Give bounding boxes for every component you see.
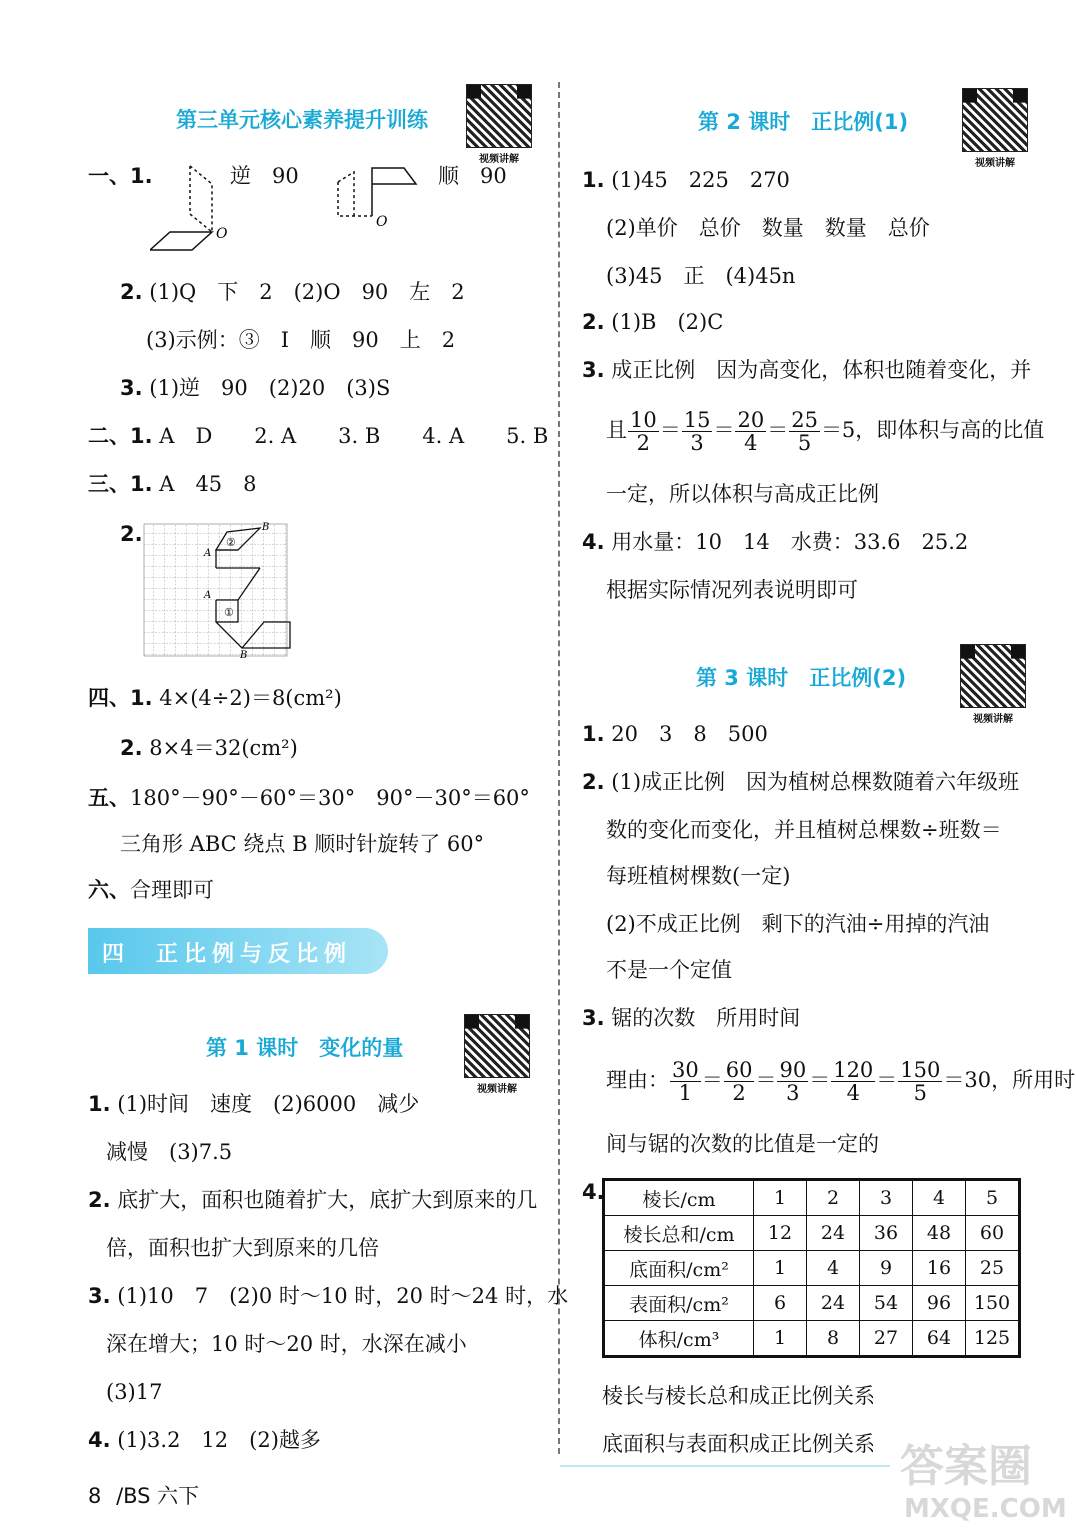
row-header: 棱长总和/cm (604, 1216, 754, 1251)
table-row (604, 1180, 1020, 1216)
row-header: 底面积/cm² (604, 1251, 754, 1286)
page-footer (88, 1480, 199, 1510)
row-header: 表面积/cm² (604, 1286, 754, 1321)
lesson2-title: 第 2 课时 正比例(1) (698, 110, 909, 134)
answer-3-1: 三、1. A 45 8 (88, 472, 257, 496)
qr-code-icon (962, 88, 1028, 152)
lesson2-answer-1a: 1. (1)45 225 270 (582, 168, 790, 192)
lesson1-answer-4: 4. (1)3.2 12 (2)越多 (88, 1428, 321, 1452)
lesson1-answer-3b: 深在增大；10 时～20 时，水深在减小 (106, 1332, 467, 1356)
answer-1-3: 3. (1)逆 90 (2)20 (3)S (120, 376, 391, 400)
lesson3-answer-2d: (2)不成正比例 剩下的汽油÷用掉的汽油 (606, 912, 990, 936)
fraction-chain: $\frac{30}{1}$ ＝ $\frac{60}{2}$ ＝ $\frac{90}{3}$ ＝ $\frac{120}{4}$ ＝ $\frac{150}{5}$ (672, 1058, 941, 1105)
lesson1-answer-1b: 减慢 (3)7.5 (106, 1140, 233, 1164)
lesson3-answer-2e: 不是一个定值 (606, 958, 732, 982)
column-divider (558, 82, 560, 1454)
qr-caption: 视频讲解 (479, 154, 519, 165)
rotation-figure-2 (316, 164, 444, 228)
fraction: $\frac{60}{2}$ (725, 1058, 753, 1105)
table-row (604, 1286, 1020, 1321)
lesson1-answer-2b: 倍，面积也扩大到原来的几倍 (106, 1236, 379, 1260)
svg-text:A: A (204, 548, 212, 559)
unit3-title: 第三单元核心素养提升训练 (176, 108, 428, 132)
lesson3-title: 第 3 课时 正比例(2) (696, 666, 907, 690)
lesson2-answer-3b: 且 $\frac{10}{2}$ ＝ $\frac{15}{3}$ ＝ $\frac{20}{4}$ ＝ $\frac{25}{5}$ ＝5，即体积与高的比值 (606, 408, 1045, 455)
table-cell: 54 (860, 1286, 913, 1321)
table-row (604, 1251, 1020, 1286)
table-row (604, 1321, 1020, 1357)
table-cell: 8 (807, 1321, 860, 1357)
fraction: $\frac{90}{3}$ (779, 1058, 807, 1105)
banner-number: 四 (102, 942, 131, 967)
qr-code[interactable]: 视频讲解 (962, 88, 1028, 169)
answer-3-2-label: 2. (120, 522, 143, 546)
table-cell: 24 (807, 1216, 860, 1251)
qr-code-icon (960, 644, 1026, 708)
table-cell: 1 (754, 1180, 807, 1216)
table-cell: 27 (860, 1321, 913, 1357)
table-cell: 25 (966, 1251, 1020, 1286)
lesson2-answer-3c: 一定，所以体积与高成正比例 (606, 482, 879, 506)
svg-text:B: B (240, 650, 248, 660)
qr-code-icon (464, 1014, 530, 1078)
table-cell: 2 (807, 1180, 860, 1216)
answer-5-b: 三角形 ABC 绕点 B 顺时针旋转了 60° (120, 832, 485, 856)
footer-line (560, 1465, 890, 1467)
table-cell: 1 (754, 1251, 807, 1286)
table-cell: 4 (913, 1180, 966, 1216)
svg-text:②: ② (226, 536, 236, 549)
table-cell: 60 (966, 1216, 1020, 1251)
lesson3-answer-4b: 底面积与表面积成正比例关系 (602, 1432, 875, 1456)
table-cell: 36 (860, 1216, 913, 1251)
lesson2-answer-4b: 根据实际情况列表说明即可 (606, 578, 858, 602)
qr-code-icon (466, 84, 532, 148)
table-cell: 24 (807, 1286, 860, 1321)
edition-label: /BS 六下 (116, 1484, 200, 1508)
fraction: $\frac{15}{3}$ (683, 408, 711, 455)
cube-table (602, 1178, 1021, 1358)
answer-1-2-a: 2. (1)Q 下 2 (2)O 90 左 2 (120, 280, 465, 304)
chapter4-banner (88, 928, 388, 974)
row-header: 棱长/cm (604, 1180, 754, 1216)
lesson2-answer-3a: 3. 成正比例 因为高变化，体积也随着变化，并 (582, 358, 1032, 382)
answer-6: 六、合理即可 (88, 878, 214, 902)
answer-2: 二、1. A D 2. A 3. B 4. A 5. B (88, 424, 549, 448)
lesson3-answer-2a: 2. (1)成正比例 因为植树总棵数随着六年级班 (582, 770, 1020, 794)
lesson1-answer-2a: 2. 底扩大，面积也随着扩大，底扩大到原来的几 (88, 1188, 538, 1212)
lesson3-answer-3a: 3. 锯的次数 所用时间 (582, 1006, 801, 1030)
lesson2-answer-2: 2. (1)B (2)C (582, 310, 724, 334)
svg-text:O: O (376, 214, 388, 228)
answer-4-1: 四、1. 4×(4÷2)＝8(cm²) (88, 686, 342, 710)
lesson3-answer-3b: 理由： $\frac{30}{1}$ ＝ $\frac{60}{2}$ ＝ $\frac{90}{3}$ ＝ $\frac{120}{4}$ ＝ $\frac{150}{5}$ ＝30，所用时 (606, 1058, 1076, 1105)
table-cell: 125 (966, 1321, 1020, 1357)
row-header: 体积/cm³ (604, 1321, 754, 1357)
table-cell: 48 (913, 1216, 966, 1251)
svg-text:①: ① (224, 606, 234, 619)
table-cell: 6 (754, 1286, 807, 1321)
lesson2-answer-4a: 4. 用水量：10 14 水费：33.6 25.2 (582, 530, 969, 554)
lesson3-answer-4-label: 4. (582, 1180, 605, 1204)
table-cell: 5 (966, 1180, 1020, 1216)
qr-code[interactable]: 视频讲解 (464, 1014, 530, 1095)
fraction: $\frac{25}{5}$ (791, 408, 818, 455)
fraction: $\frac{10}{2}$ (630, 408, 657, 455)
banner-title: 正比例与反比例 (156, 942, 353, 967)
watermark-logo: 答案圈 MXQE.COM (900, 1441, 1067, 1524)
page-number: 8 (88, 1484, 102, 1508)
point-o-label: O (216, 226, 228, 242)
fraction: $\frac{150}{5}$ (900, 1058, 941, 1105)
table-cell: 64 (913, 1321, 966, 1357)
svg-text:A: A (204, 590, 212, 601)
answer-1-1-label: 一、1. (88, 164, 153, 188)
qr-code[interactable]: 视频讲解 (960, 644, 1026, 725)
answer-1-2-b: (3)示例：③ I 顺 90 上 2 (146, 328, 456, 352)
lesson3-answer-3c: 间与锯的次数的比值是一定的 (606, 1132, 879, 1156)
svg-text:B: B (262, 522, 270, 533)
lesson3-answer-2c: 每班植树棵数(一定) (606, 864, 791, 888)
table-cell: 3 (860, 1180, 913, 1216)
lesson3-answer-1: 1. 20 3 8 500 (582, 722, 768, 746)
qr-code[interactable] (466, 84, 532, 165)
table-cell: 16 (913, 1251, 966, 1286)
answer-1-1-a: 逆 90 (230, 164, 299, 188)
lesson2-answer-1c: (3)45 正 (4)45n (606, 264, 796, 288)
table-cell: 4 (807, 1251, 860, 1286)
fraction-chain: $\frac{10}{2}$ ＝ $\frac{15}{3}$ ＝ $\frac{20}{4}$ ＝ $\frac{25}{5}$ (630, 408, 818, 455)
lesson1-answer-3c: (3)17 (106, 1380, 163, 1404)
table-cell: 9 (860, 1251, 913, 1286)
grid-figure (142, 522, 292, 660)
answer-1-1-b: 顺 90 (438, 164, 507, 188)
lesson3-answer-4a: 棱长与棱长总和成正比例关系 (602, 1384, 875, 1408)
table-cell: 1 (754, 1321, 807, 1357)
lesson2-answer-1b: (2)单价 总价 数量 数量 总价 (606, 216, 930, 240)
answer-4-2: 2. 8×4＝32(cm²) (120, 736, 298, 760)
table-row (604, 1216, 1020, 1251)
table-cell: 12 (754, 1216, 807, 1251)
rotation-figure-1 (150, 160, 232, 256)
lesson1-answer-1a: 1. (1)时间 速度 (2)6000 减少 (88, 1092, 420, 1116)
table-cell: 150 (966, 1286, 1020, 1321)
answer-5-a: 五、180°－90°－60°＝30° 90°－30°＝60° (88, 786, 530, 810)
fraction: $\frac{120}{4}$ (833, 1058, 874, 1105)
table-cell: 96 (913, 1286, 966, 1321)
lesson1-title: 第 1 课时 变化的量 (206, 1036, 404, 1060)
lesson3-answer-2b: 数的变化而变化，并且植树总棵数÷班数＝ (606, 818, 1002, 842)
fraction: $\frac{30}{1}$ (672, 1058, 699, 1105)
fraction: $\frac{20}{4}$ (737, 408, 765, 455)
lesson1-answer-3a: 3. (1)10 7 (2)0 时～10 时，20 时～24 时，水 (88, 1284, 569, 1308)
